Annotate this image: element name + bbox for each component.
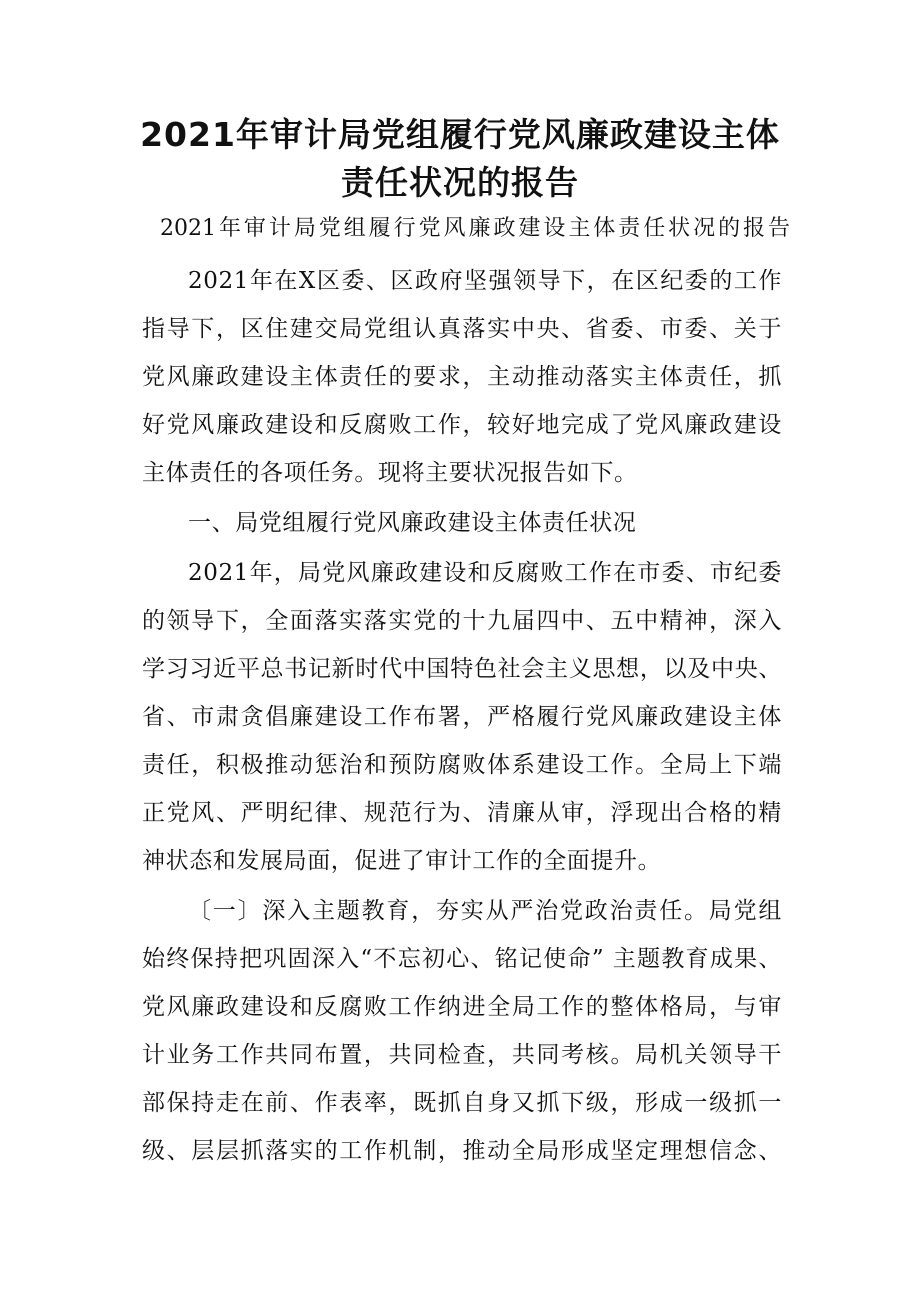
paragraph-line: 指导下，区住建交局党组认真落实中央、省委、市委、关于	[142, 316, 782, 342]
paragraph-line: 党风廉政建设和反腐败工作纳进全局工作的整体格局，与审	[142, 994, 782, 1020]
paragraph-line: 部保持走在前、作表率，既抓自身又抓下级，形成一级抓一	[142, 1090, 782, 1116]
paragraph-line: 责任，积极推动惩治和预防腐败体系建设工作。全局上下端	[142, 752, 782, 778]
paragraph-line: 神状态和发展局面，促进了审计工作的全面提升。	[142, 848, 662, 874]
paragraph-line: 的领导下，全面落实落实党的十九届四中、五中精神，深入	[142, 608, 782, 634]
paragraph-line: 学习习近平总书记新时代中国特色社会主义思想，以及中央、	[142, 656, 782, 682]
paragraph-line: 级、层层抓落实的工作机制，推动全局形成坚定理想信念、	[142, 1138, 782, 1164]
section-heading: 一、局党组履行党风廉政建设主体责任状况	[188, 510, 637, 536]
paragraph-line: 始终保持把巩固深入“不忘初心、铭记使命” 主题教育成果、	[142, 946, 782, 972]
document-title-line-2: 责任状况的报告	[341, 163, 579, 202]
document-subtitle: 2021年审计局党组履行党风廉政建设主体责任状况的报告	[160, 216, 790, 241]
paragraph-line: 党风廉政建设主体责任的要求，主动推动落实主体责任，抓	[142, 364, 782, 390]
paragraph-line: 计业务工作共同布置，共同检查，共同考核。局机关领导干	[142, 1042, 782, 1068]
paragraph-line: 2021年，局党风廉政建设和反腐败工作在市委、市纪委	[188, 560, 782, 586]
paragraph-line: 主体责任的各项任务。现将主要状况报告如下。	[142, 460, 638, 486]
paragraph-line: 〔一〕深入主题教育，夯实从严治党政治责任。局党组	[188, 898, 782, 924]
document-title-line-1: 2021年审计局党组履行党风廉政建设主体	[140, 115, 780, 154]
paragraph-line: 好党风廉政建设和反腐败工作，较好地完成了党风廉政建设	[142, 412, 782, 438]
paragraph-line: 省、市肃贪倡廉建设工作布署，严格履行党风廉政建设主体	[142, 704, 782, 730]
paragraph-line: 2021年在X区委、区政府坚强领导下，在区纪委的工作	[188, 268, 782, 294]
paragraph-line: 正党风、严明纪律、规范行为、清廉从审，浮现出合格的精	[142, 800, 782, 826]
